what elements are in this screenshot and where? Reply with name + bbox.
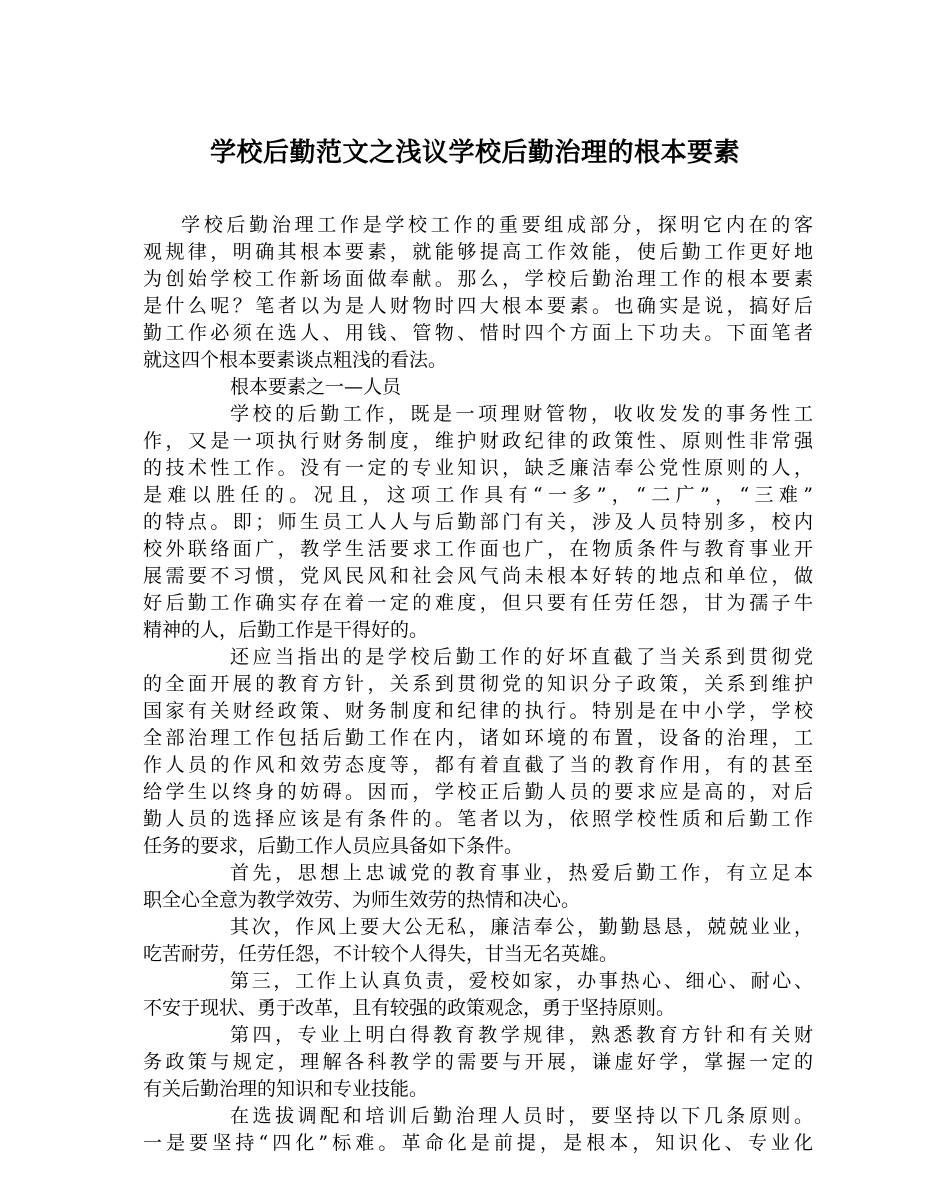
paragraph-line: 学校后勤治理工作是学校工作的重要组成部分，探明它内在的客 [181, 214, 813, 236]
paragraph-line: 务政策与规定，理解各科教学的需要与开展，谦虚好学，掌握一定的 [143, 1051, 813, 1073]
paragraph-line: 作人员的作风和效劳态度等，都有着直截了当的教育作用，有的甚至 [143, 754, 813, 776]
paragraph-line: 全部治理工作包括后勤工作在内，诸如环境的布置，设备的治理，工 [143, 727, 813, 749]
paragraph-line: 还应当指出的是学校后勤工作的好坏直截了当关系到贯彻党 [230, 646, 813, 668]
paragraph-line: 为创始学校工作新场面做奉献。那么，学校后勤治理工作的根本要素 [143, 268, 813, 290]
paragraph-line: 首先，思想上忠诚党的教育事业，热爱后勤工作，有立足本 [230, 862, 813, 884]
paragraph-line: 精神的人，后勤工作是干得好的。 [143, 619, 429, 641]
document-body [143, 212, 813, 1157]
paragraph-line: 好后勤工作确实存在着一定的难度，但只要有任劳任怨，甘为孺子牛 [143, 592, 813, 614]
paragraph-line: 是难以胜任的。况且，这项工作具有“一多”，“二广”，“三难” [143, 484, 813, 506]
paragraph-line: 第四，专业上明白得教育教学规律，熟悉教育方针和有关财 [230, 1024, 813, 1046]
paragraph-line: 给学生以终身的妨碍。因而，学校正后勤人员的要求应是高的，对后 [143, 781, 813, 803]
paragraph-line: 校外联络面广，教学生活要求工作面也广，在物质条件与教育事业开 [143, 538, 813, 560]
paragraph-line: 作，又是一项执行财务制度，维护财政纪律的政策性、原则性非常强 [143, 430, 813, 452]
paragraph-line: 吃苦耐劳，任劳任怨，不计较个人得失，甘当无名英雄。 [143, 943, 619, 965]
paragraph-line: 观规律，明确其根本要素，就能够提高工作效能，使后勤工作更好地 [143, 241, 813, 263]
paragraph-line: 的技术性工作。没有一定的专业知识，缺乏廉洁奉公党性原则的人， [143, 457, 813, 479]
paragraph-line: 展需要不习惯，党风民风和社会风气尚未根本好转的地点和单位，做 [143, 565, 813, 587]
paragraph-line: 的特点。即；师生员工人人与后勤部门有关，涉及人员特别多，校内 [143, 511, 813, 533]
paragraph-line: 的全面开展的教育方针，关系到贯彻党的知识分子政策，关系到维护 [143, 673, 813, 695]
paragraph-line: 其次，作风上要大公无私，廉洁奉公，勤勤恳恳，兢兢业业， [230, 916, 813, 938]
paragraph-line: 不安于现状、勇于改革，且有较强的政策观念，勇于坚持原则。 [143, 997, 676, 1019]
paragraph-line: 职全心全意为教学效劳、为师生效劳的热情和决心。 [143, 889, 581, 911]
paragraph-line: 任务的要求，后勤工作人员应具备如下条件。 [143, 835, 524, 857]
paragraph-line: 勤工作必须在选人、用钱、管物、惜时四个方面上下功夫。下面笔者 [143, 322, 813, 344]
paragraph-line: 第三，工作上认真负责，爱校如家，办事热心、细心、耐心、 [230, 970, 813, 992]
paragraph-line: 勤人员的选择应该是有条件的。笔者以为，依照学校性质和后勤工作 [143, 808, 813, 830]
document-title: 学校后勤范文之浅议学校后勤治理的根本要素 [209, 138, 740, 168]
paragraph-line: 在选拔调配和培训后勤治理人员时，要坚持以下几条原则。 [230, 1105, 813, 1127]
paragraph-line: 就这四个根本要素谈点粗浅的看法。 [143, 349, 448, 371]
paragraph-line: 学校的后勤工作，既是一项理财管物，收收发发的事务性工 [230, 403, 813, 425]
paragraph-line: 有关后勤治理的知识和专业技能。 [143, 1078, 429, 1100]
paragraph-line: 国家有关财经政策、财务制度和纪律的执行。特别是在中小学，学校 [143, 700, 813, 722]
paragraph-line: 一是要坚持“四化”标难。革命化是前提，是根本，知识化、专业化 [143, 1132, 813, 1154]
paragraph-line: 是什么呢？笔者以为是人财物时四大根本要素。也确实是说，搞好后 [143, 295, 813, 317]
section-heading: 根本要素之一—人员 [230, 376, 402, 398]
